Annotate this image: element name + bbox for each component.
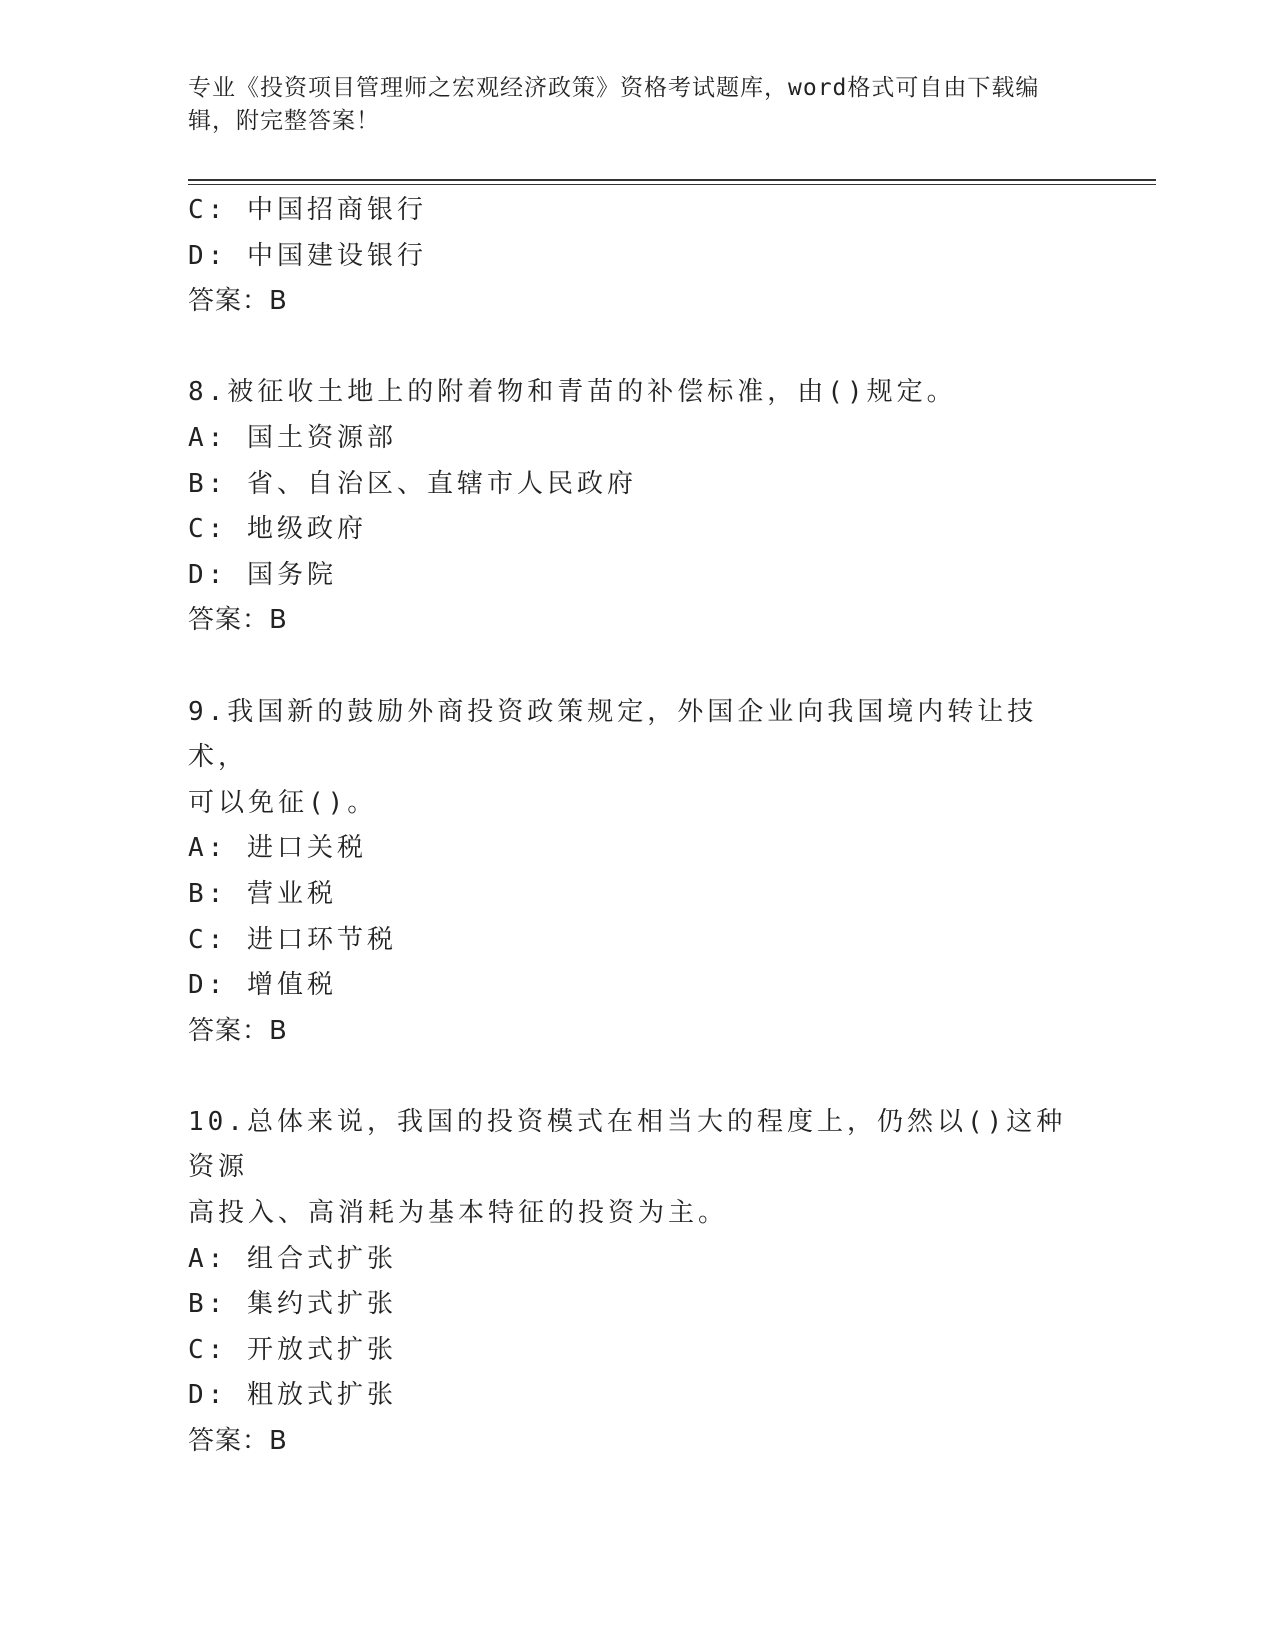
answer-line: 答案：B	[188, 605, 288, 636]
carryover-question	[188, 188, 1088, 325]
question-stem-line-2: 高投入、高消耗为基本特征的投资为主。	[188, 1198, 729, 1229]
question-8	[188, 370, 1088, 644]
question-list	[188, 188, 1088, 1465]
option-d: D: 中国建设银行	[188, 240, 427, 271]
option-c: C: 中国招商银行	[188, 195, 427, 225]
option-c: C: 开放式扩张	[188, 1334, 397, 1365]
header-divider-thin	[188, 184, 1156, 185]
option-c: C: 进口环节税	[188, 924, 397, 955]
spacer	[188, 1054, 1088, 1100]
option-b: B: 集约式扩张	[188, 1289, 397, 1320]
question-stem: 8.被征收土地上的附着物和青苗的补偿标准，由()规定。	[188, 377, 957, 408]
option-c: C: 地级政府	[188, 514, 367, 545]
question-9	[188, 690, 1088, 1055]
question-10	[188, 1100, 1088, 1465]
page-header	[188, 72, 1088, 138]
spacer	[188, 325, 1088, 371]
option-a: A: 组合式扩张	[188, 1243, 397, 1274]
option-a: A: 国土资源部	[188, 422, 397, 453]
option-d: D: 粗放式扩张	[188, 1380, 397, 1411]
answer-line: 答案：B	[188, 1426, 288, 1457]
answer-line: 答案：B	[188, 1015, 288, 1046]
spacer	[188, 644, 1088, 690]
header-line-2: 辑，附完整答案！	[188, 108, 380, 134]
option-d: D: 增值税	[188, 970, 337, 1001]
question-stem-line-1: 10.总体来说，我国的投资模式在相当大的程度上，仍然以()这种资源	[188, 1106, 1067, 1183]
option-a: A: 进口关税	[188, 833, 367, 864]
option-b: B: 省、自治区、直辖市人民政府	[188, 468, 637, 499]
answer-line: 答案：B	[188, 286, 288, 317]
question-stem-line-2: 可以免征()。	[188, 787, 378, 818]
question-stem-line-1: 9.我国新的鼓励外商投资政策规定，外国企业向我国境内转让技术，	[188, 696, 1038, 773]
header-divider-thick	[188, 179, 1156, 181]
header-line-1: 专业《投资项目管理师之宏观经济政策》资格考试题库，word格式可自由下载编	[188, 75, 1040, 101]
option-d: D: 国务院	[188, 559, 337, 590]
option-b: B: 营业税	[188, 878, 337, 909]
